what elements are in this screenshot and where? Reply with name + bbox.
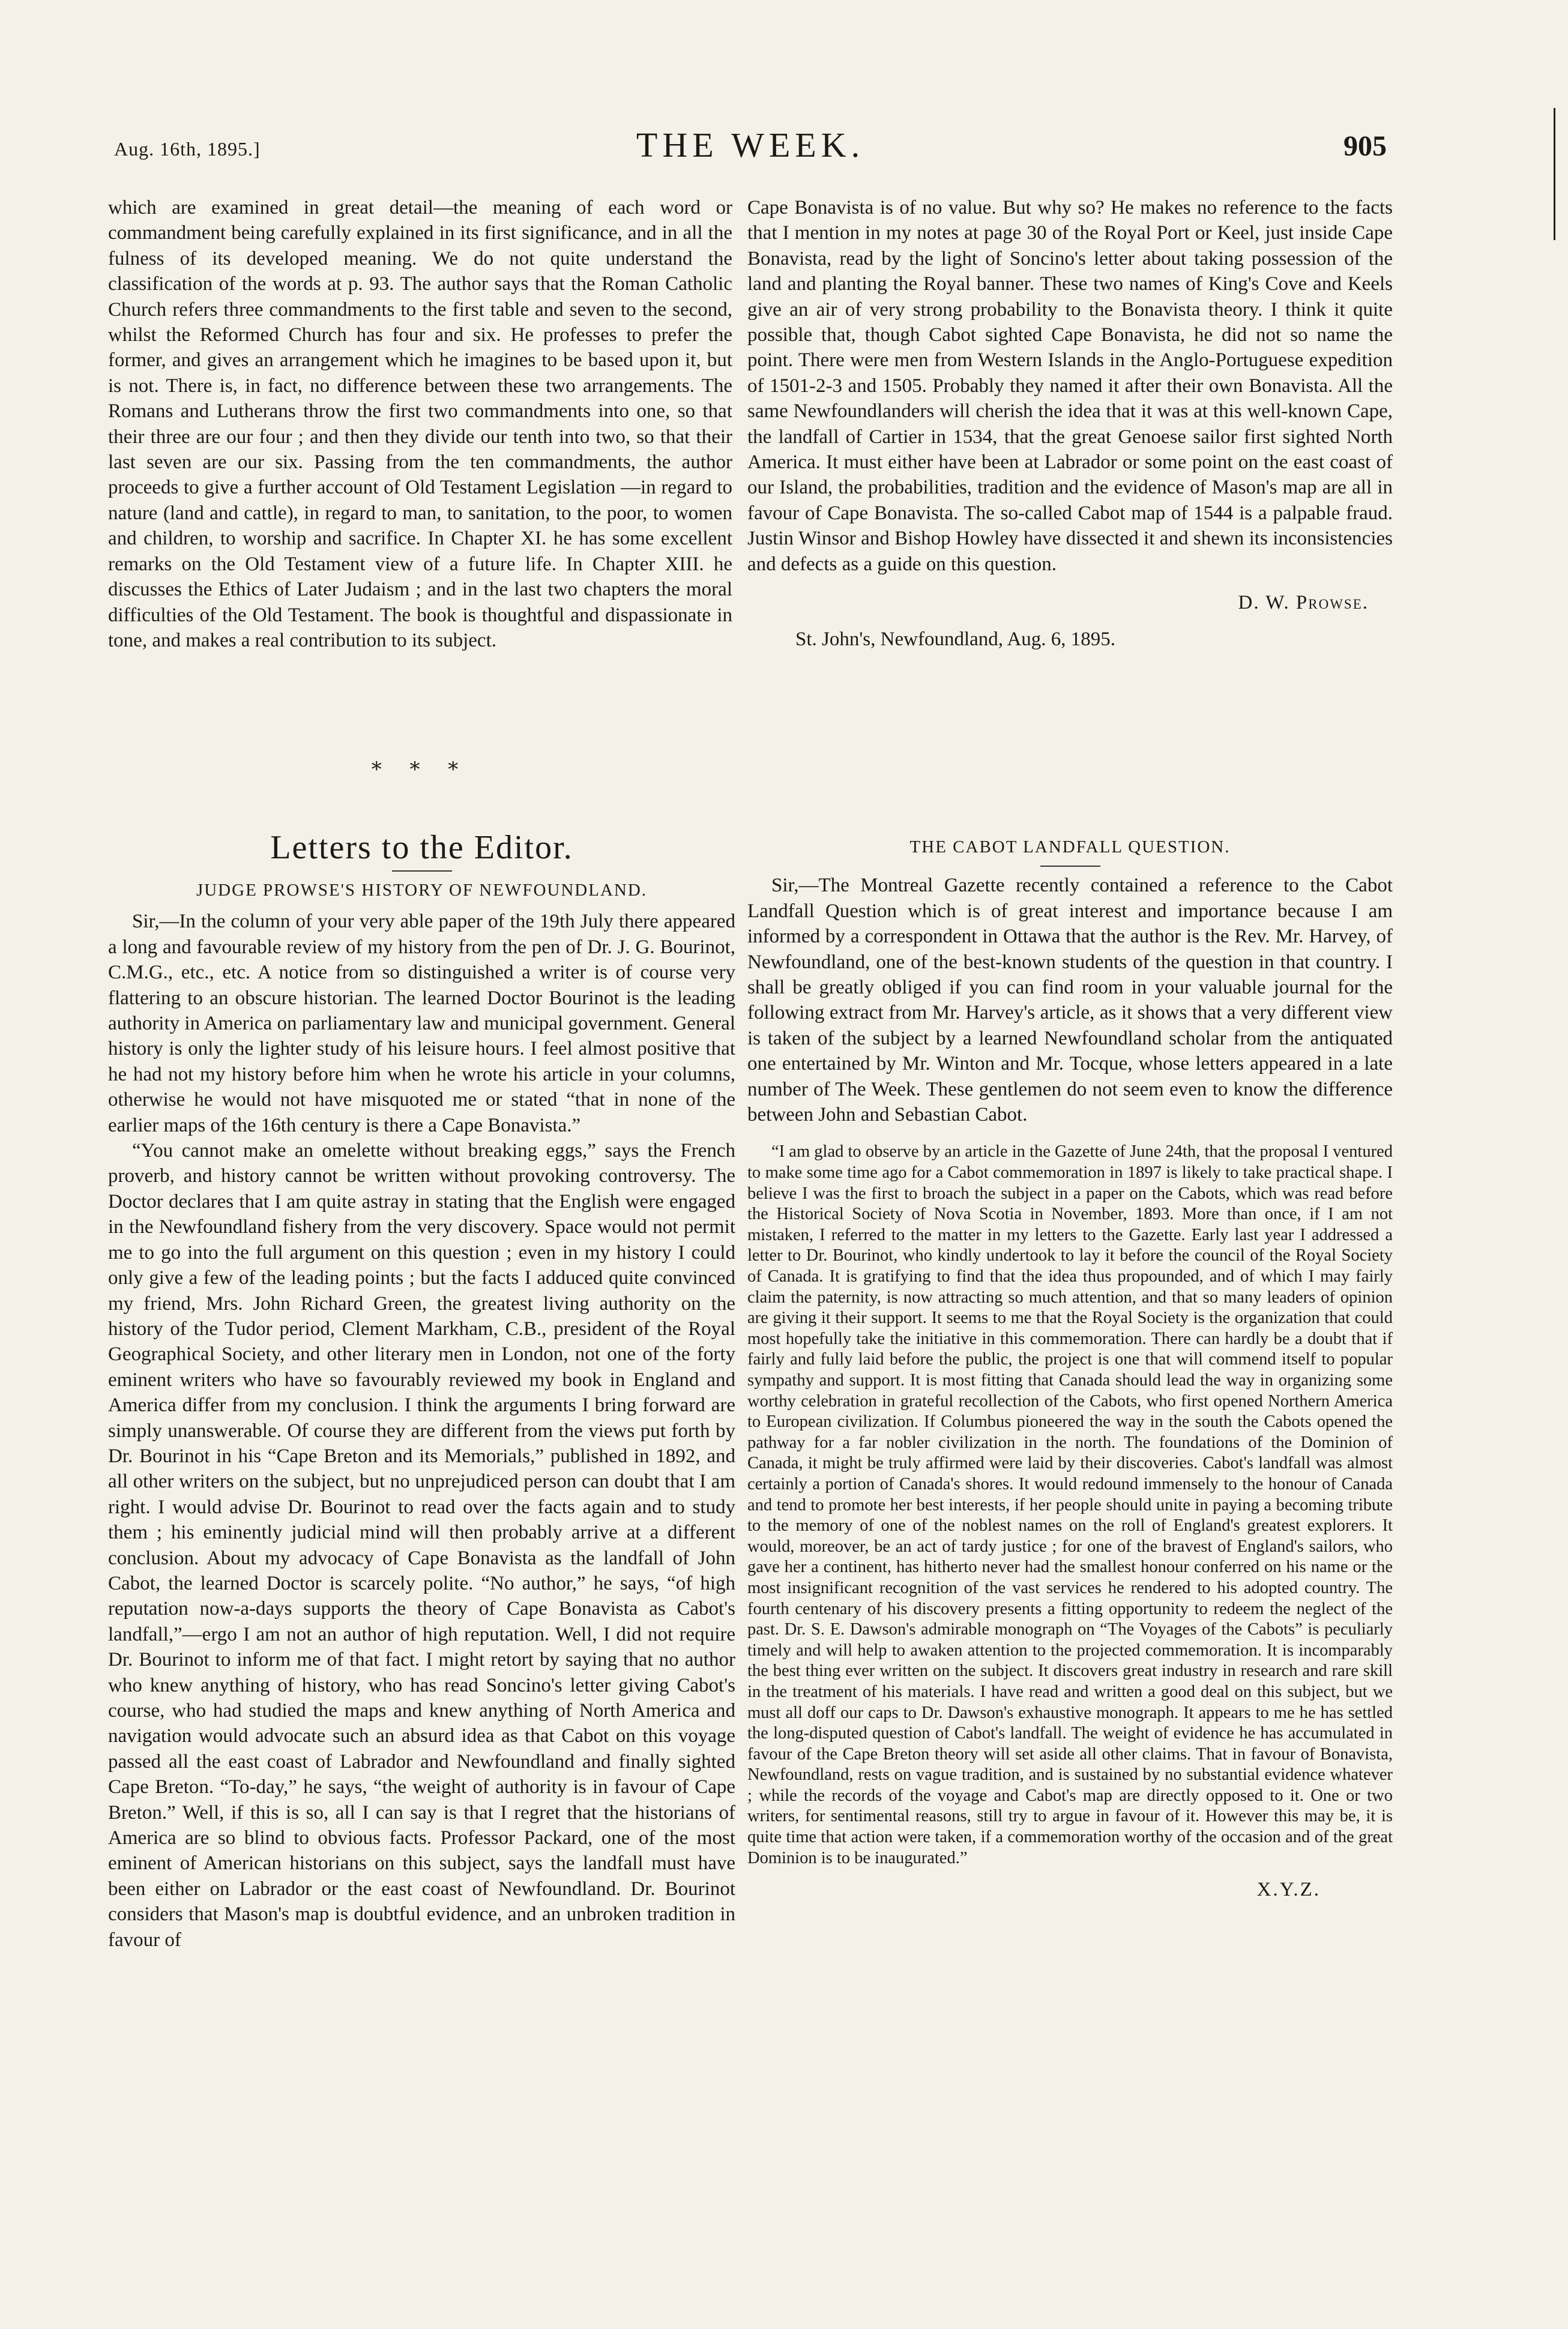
title-rule (1040, 866, 1100, 867)
letter2-title: THE CABOT LANDFALL QUESTION. (909, 837, 1231, 857)
letter2-quote: “I am glad to observe by an article in the Gazette of June 24th, that the proposal I ventured to make some time ago for a Cabot commemoration in 1897 is likely to take practical shape. I believe I was the first to broach the subject in a paper on the Cabots, which was read before the Historical Society of Nova Scotia in November, 1893. More than once, if I am not mistaken, I referred to the matter in my letters to the Gazette. Early last year I addressed a letter to Dr. Bourinot, who kindly undertook to lay it before the council of the Royal Society of Canada. It is gratifying to find that the idea thus propounded, and of which I may fairly claim the paternity, is now attracting so much attention, and that so many leaders of opinion are giving it their support. It seems to me that the Royal Society is the organization that could most hopefully take the initiative in this commemoration. There can hardly be a doubt that if fairly and fully laid before the public, the project is one that will commend itself to popular sympathy and support. It is most fitting that Canada should lead the way in organizing some worthy celebration in grateful recollection of the Cabots, who first opened Northern America to European civilization. If Columbus pioneered the way in the south the Cabots opened the pathway for a far nobler civilization in the north. The foundations of the Dominion of Canada, it might be truly affirmed were laid by their discoveries. Cabot's landfall was almost certainly a portion of Canada's shores. It would redound immensely to the honour of Canada and tend to promote her best interests, if her people should unite in paying a becoming tribute to the memory of one of the noblest names on the roll of England's greatest explorers. It would, moreover, be an act of tardy justice ; for one of the bravest of England's sailors, who gave her a continent, has hitherto never had the smallest honour conferred on his name or the most insignificant recognition of the vast services he rendered to his adopted country. The fourth centenary of his discovery presents a fitting opportunity to redeem the neglect of the past. Dr. S. E. Dawson's admirable monograph on “The Voyages of the Cabots” is peculiarly timely and will help to awaken attention to the projected commemoration. It is incomparably the best thing ever written on the subject. It discovers great industry in research and rare skill in the treatment of his materials. I have read and written a good deal on this subject, but we must all doff our caps to Dr. Dawson's exhaustive monograph. It appears to me he has settled the long-disputed question of Cabot's landfall. The weight of evidence he has accumulated in favour of the Cape Breton theory will set aside all other claims. That in favour of Bonavista, Newfoundland, rests on vague tradition, and is sustained by no substantial evidence whatever ; while the records of the voyage and Cabot's map are directly opposed to it. One or two writers, for sentimental reasons, still try to argue in favour of it. However this may be, it is quite time that action were taken, if a commemoration worthy of the occasion and of the great Dominion is to be inaugurated.” (747, 1142, 1393, 1867)
page-header (114, 120, 1387, 174)
heading-rule (392, 870, 452, 872)
letter1-place-date: St. John's, Newfoundland, Aug. 6, 1895. (795, 628, 1116, 650)
letter1-paragraph-2: “You cannot make an omelette without breaking eggs,” says the French proverb, and history cannot be written without provoking controversy. The Doctor declares that I am quite astray in stating that the English were engaged in the Newfoundland fishery from the very discovery. Space would not permit me to go into the full argument on this question ; even in my history I could only give a few of the leading points ; but the facts I adduced quite convinced my friend, Mrs. John Richard Green, the greatest living authority on the history of the Tudor period, Clement Markham, C.B., president of the Royal Geographical Society, and other literary men in London, not one of the forty eminent writers who have so favourably reviewed my book in England and America differ from my conclusion. I think the arguments I bring forward are simply unanswerable. Of course they are different from the views put forth by Dr. Bourinot in his “Cape Breton and its Memorials,” published in 1892, and all other writers on the subject, but no unprejudiced person can doubt that I am right. I would advise Dr. Bourinot to read over the facts again and to study them ; his eminently judicial mind will then probably arrive at a different conclusion. About my advocacy of Cape Bonavista as the landfall of John Cabot, the learned Doctor is scarcely polite. “No author,” he says, “of high reputation now-a-days supports the theory of Cape Bonavista as Cabot's landfall,”—ergo I am not an author of high reputation. Well, I did not require Dr. Bourinot to inform me of that fact. I might retort by saying that no author who knew anything of history, who has read Soncino's letter giving Cabot's course, who had studied the maps and knew anything of North America and navigation would advocate such an absurd idea as that Cabot on this voyage passed all the east coast of Labrador and Newfoundland and finally sighted Cape Breton. “To-day,” he says, “the weight of authority is in favour of Cape Breton.” Well, if this is so, all I can say is that I regret that the historians of America are so blind to obvious facts. Professor Packard, one of the most eminent of American historians on this subject, says the landfall must have been either on Labrador or the east coast of Newfoundland. Dr. Bourinot considers that Mason's map is doubtful evidence, and an unbroken tradition in favour of (108, 1140, 735, 1951)
section-ornament: * * * (371, 758, 469, 782)
issue-date: Aug. 16th, 1895.] (114, 138, 261, 160)
letter2-signature: X.Y.Z. (1256, 1879, 1321, 1901)
letter1-continuation-column (747, 195, 1393, 652)
masthead-title: THE WEEK. (636, 125, 865, 164)
letter2-paragraph-1: Sir,—The Montreal Gazette recently contained a reference to the Cabot Landfall Question which is of great interest and importance because I am informed by a correspondent in Ottawa that the author is the Rev. Mr. Harvey, of Newfoundland, one of the best-known students of the question in that country. I shall be greatly obliged if you can find room in your valuable journal for the following extract from Mr. Harvey's article, as it shows that a very different view is taken of the subject by a learned Newfoundland scholar from the antiquated one entertained by Mr. Winton and Mr. Tocque, whose letters appeared in a late number of The Week. These gentlemen do not seem even to know the difference between John and Sebastian Cabot. (747, 875, 1393, 1126)
letter1-title: JUDGE PROWSE'S HISTORY OF NEWFOUNDLAND. (196, 881, 648, 900)
letter1-paragraph-1: Sir,—In the column of your very able paper of the 19th July there appeared a long and favourable review of my history from the pen of Dr. J. G. Bourinot, C.M.G., etc., etc. A notice from so distinguished a writer is of course very flattering to an obscure historian. The learned Doctor Bourinot is the leading authority in America on parliamentary law and municipal government. General history is only the lighter study of his leisure hours. I feel almost positive that he had not my history before him when he wrote his article in your columns, otherwise he would not have misquoted me or stated “that in none of the earlier maps of the 16th century is there a Cape Bonavista.” (108, 911, 735, 1136)
letter1-continuation: Cape Bonavista is of no value. But why so? He makes no reference to the facts that I mention in my notes at page 30 of the Royal Port or Keel, just inside Cape Bonavista, read by the light of Soncino's letter about taking possession of the land and planting the Royal banner. These two names of King's Cove and Keels give an air of very strong probability to the Bonavista theory. I think it quite possible that, though Cabot sighted Cape Bonavista, he did not so name the point. There were men from Western Islands in the Anglo-Portuguese expedition of 1501-2-3 and 1505. Probably they named it after their own Bonavista. All the same Newfoundlanders will cherish the idea that it was at this well-known Cape, the landfall of Cartier in 1534, that the great Genoese sailor first sighted North America. It must either have been at Labrador or some point on the east coast of our Island, the probabilities, tradition and the evidence of Mason's map are all in favour of Cape Bonavista. The so-called Cabot map of 1544 is a palpable fraud. Justin Winsor and Bishop Howley have dissected it and shewn its inconsistencies and defects as a guide on this question. (747, 197, 1393, 575)
letter1-signature: D. W. Prowse. (1238, 592, 1369, 614)
letter2-column (747, 834, 1393, 1903)
review-tail-text: which are examined in great detail—the meaning of each word or commandment being carefully explained in its first significance, and in all the fulness of its developed meaning. We do not quite understand the classification of the words at p. 93. The author says that the Roman Catholic Church refers three commandments to the first table and seven to the second, whilst the Reformed Church has four and six. He professes to prefer the former, and gives an arrangement which he imagines to be based upon it, but is not. There is, in fact, no difference between these two arrangements. The Romans and Lutherans throw the first two commandments into one, so that their three are our four ; and then they divide our tenth into two, so that their last seven are our six. Passing from the ten commandments, the author proceeds to give a further account of Old Testament Legislation —in regard to nature (land and cattle), in regard to man, to sanitation, to the poor, to women and children, to worship and sacrifice. In Chapter XI. he has some excellent remarks on the Old Testament view of a future life. In Chapter XIII. he discusses the Ethics of Later Judaism ; and in the last two chapters the moral difficulties of the Old Testament. The book is thoughtful and dispassionate in tone, and makes a real contribution to its subject. (108, 197, 732, 651)
review-tail-column (108, 195, 732, 653)
margin-rule (1554, 108, 1555, 240)
section-heading: Letters to the Editor. (270, 829, 573, 866)
page-number: 905 (1343, 130, 1387, 162)
letter1-column (108, 870, 735, 1953)
